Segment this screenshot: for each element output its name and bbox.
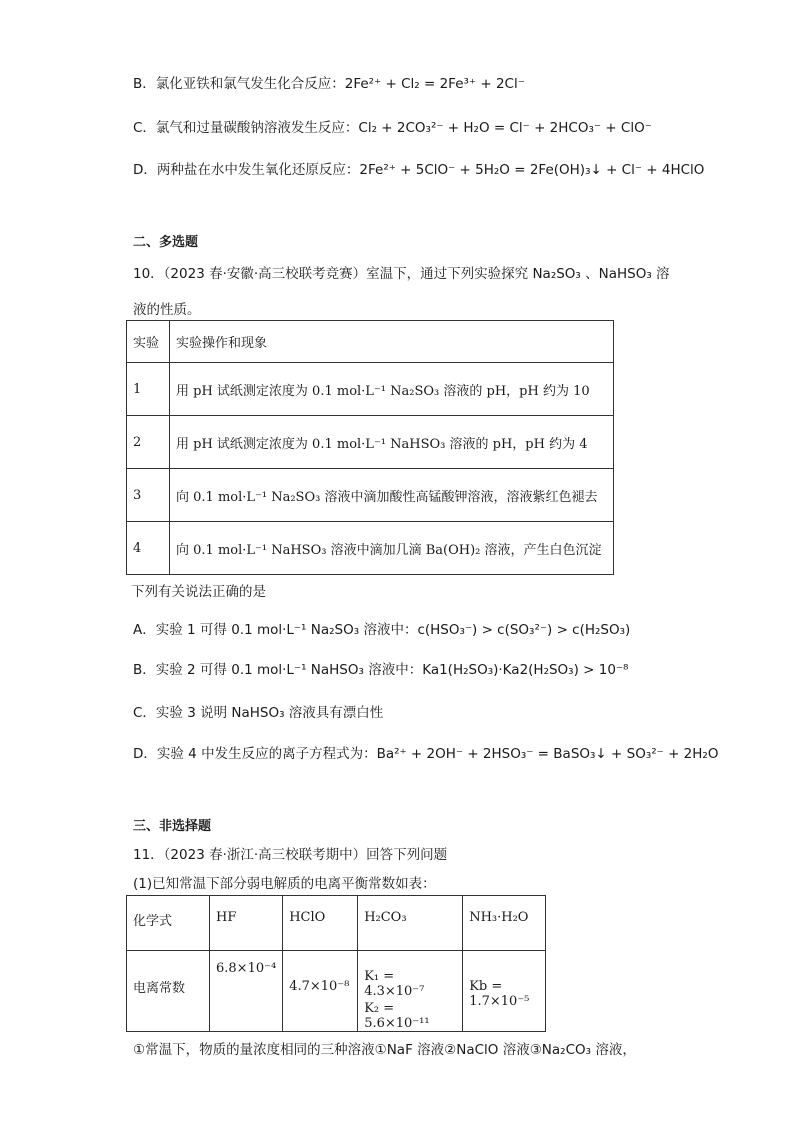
table-header-cell: 实验 [127,321,170,363]
section-title-multi-choice: 二、多选题 [133,235,199,250]
table-row [127,363,614,416]
q10-option-a: A．实验 1 可得 0.1 mol·L⁻¹ Na₂SO₃ 溶液中：c(HSO₃⁻) > c(SO₃²⁻) > c(H₂SO₃) [133,622,631,638]
q9-option-c: C．氯气和过量碳酸钠溶液发生反应：Cl₂ + 2CO₃²⁻ + H₂O = Cl⁻ + 2HCO₃⁻ + ClO⁻ [133,120,652,136]
table-header-row [127,321,614,363]
section-title-non-choice: 三、非选择题 [133,819,212,834]
q10-option-d: D．实验 4 中发生反应的离子方程式为：Ba²⁺ + 2OH⁻ + 2HSO₃⁻ = BaSO₃↓ + SO₃²⁻ + 2H₂O [133,746,719,762]
table-row-label: 电离常数 [127,951,210,1032]
table-header-cell: HClO [283,896,358,951]
table-cell: 向 0.1 mol·L⁻¹ Na₂SO₃ 溶液中滴加酸性高锰酸钾溶液，溶液紫红色褪去 [170,469,614,522]
table-cell: 用 pH 试纸测定浓度为 0.1 mol·L⁻¹ NaHSO₃ 溶液的 pH，pH 约为 4 [170,416,614,469]
table-cell: 1 [127,363,170,416]
table-cell: Kb = 1.7×10⁻⁵ [463,951,546,1032]
q10-stem-line2: 液的性质。 [133,302,201,318]
table-row [127,416,614,469]
table-cell: 用 pH 试纸测定浓度为 0.1 mol·L⁻¹ Na₂SO₃ 溶液的 pH，pH 约为 10 [170,363,614,416]
table-row [127,522,614,575]
table-cell: 4 [127,522,170,575]
experiment-table [126,320,614,575]
q11-sub1: (1)已知常温下部分弱电解质的电离平衡常数如表： [133,876,436,892]
q9-option-b: B．氯化亚铁和氯气发生化合反应：2Fe²⁺ + Cl₂ = 2Fe³⁺ + 2Cl⁻ [133,76,525,92]
table-header-cell: HF [210,896,283,951]
table-row [127,951,546,1032]
q9-option-d: D．两种盐在水中发生氧化还原反应：2Fe²⁺ + 5ClO⁻ + 5H₂O = 2Fe(OH)₃↓ + Cl⁻ + 4HClO [133,162,705,178]
k2-value: K₂ = 5.6×10⁻¹¹ [364,1001,430,1031]
table-cell [358,951,463,1032]
q10-prompt: 下列有关说法正确的是 [131,584,266,600]
table-cell: 2 [127,416,170,469]
k1-value: K₁ = 4.3×10⁻⁷ [364,969,425,999]
table-row [127,469,614,522]
table-cell: 3 [127,469,170,522]
table-header-cell: 实验操作和现象 [170,321,614,363]
table-header-cell: H₂CO₃ [358,896,463,951]
q10-option-b: B．实验 2 可得 0.1 mol·L⁻¹ NaHSO₃ 溶液中：Ka1(H₂SO₃)·Ka2(H₂SO₃) > 10⁻⁸ [133,662,629,678]
table-header-cell: 化学式 [127,896,210,951]
table-cell: 向 0.1 mol·L⁻¹ NaHSO₃ 溶液中滴加几滴 Ba(OH)₂ 溶液，产生白色沉淀 [170,522,614,575]
table-header-row [127,896,546,951]
q10-stem-line1: 10．（2023 春·安徽·高三校联考竞赛）室温下，通过下列实验探究 Na₂SO₃ 、NaHSO₃ 溶 [133,266,670,282]
table-cell: 6.8×10⁻⁴ [210,951,283,1032]
q11-item1: ①常温下，物质的量浓度相同的三种溶液①NaF 溶液②NaClO 溶液③Na₂CO₃ 溶液， [133,1042,636,1058]
table-cell: 4.7×10⁻⁸ [283,951,358,1032]
ionization-constant-table [126,895,546,1032]
q11-stem: 11．（2023 春·浙江·高三校联考期中）回答下列问题 [133,847,448,863]
table-header-cell: NH₃·H₂O [463,896,546,951]
q10-option-c: C．实验 3 说明 NaHSO₃ 溶液具有漂白性 [133,705,384,721]
